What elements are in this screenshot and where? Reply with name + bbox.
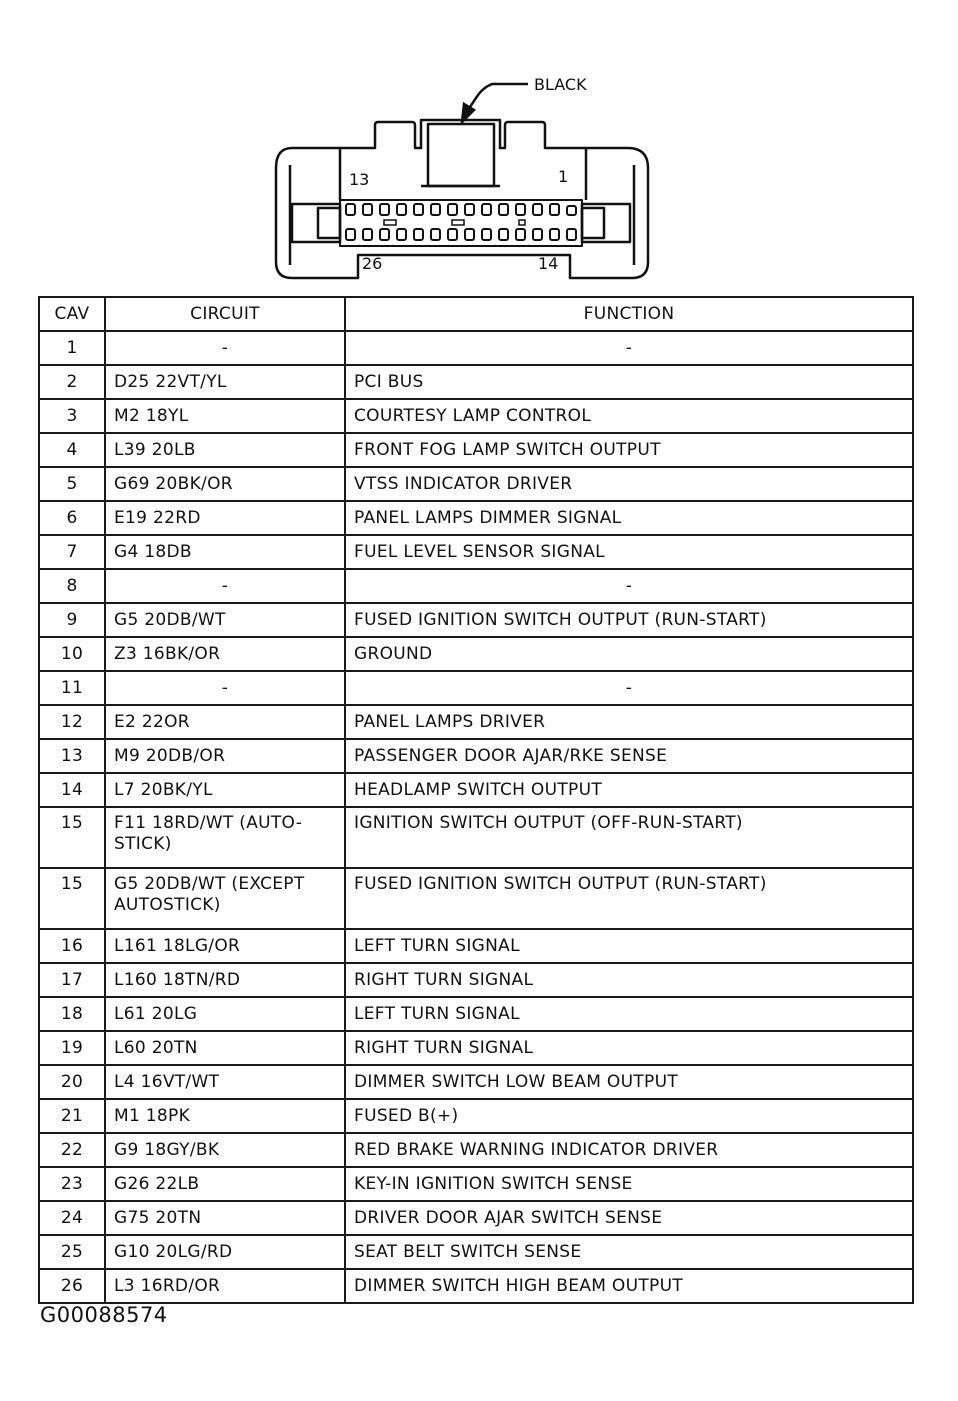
table-row	[39, 399, 913, 433]
table-row	[39, 1031, 913, 1065]
function-cell: -	[345, 569, 913, 603]
table-row	[39, 637, 913, 671]
function-cell: FUSED IGNITION SWITCH OUTPUT (RUN-START)	[345, 868, 913, 929]
circuit-cell: Z3 16BK/OR	[105, 637, 345, 671]
function-cell: DIMMER SWITCH HIGH BEAM OUTPUT	[345, 1269, 913, 1303]
cav-cell: 4	[39, 433, 105, 467]
right-key	[582, 204, 630, 242]
function-cell: RIGHT TURN SIGNAL	[345, 963, 913, 997]
cav-cell: 19	[39, 1031, 105, 1065]
cav-cell: 8	[39, 569, 105, 603]
circuit-cell: G26 22LB	[105, 1167, 345, 1201]
circuit-cell: D25 22VT/YL	[105, 365, 345, 399]
left-key	[292, 204, 340, 242]
terminal-block	[340, 200, 582, 246]
function-cell: LEFT TURN SIGNAL	[345, 929, 913, 963]
circuit-cell: M1 18PK	[105, 1099, 345, 1133]
function-cell: GROUND	[345, 637, 913, 671]
table-row	[39, 365, 913, 399]
cavity-label-1: 1	[558, 167, 569, 186]
table-row	[39, 1133, 913, 1167]
circuit-cell: L7 20BK/YL	[105, 773, 345, 807]
function-cell: FUSED IGNITION SWITCH OUTPUT (RUN-START)	[345, 603, 913, 637]
circuit-cell: L4 16VT/WT	[105, 1065, 345, 1099]
circuit-cell: L39 20LB	[105, 433, 345, 467]
cavity-label-14: 14	[538, 254, 559, 273]
circuit-cell: -	[105, 671, 345, 705]
cav-cell: 13	[39, 739, 105, 773]
cavity-label-13: 13	[349, 170, 370, 189]
circuit-cell: L160 18TN/RD	[105, 963, 345, 997]
table-row	[39, 705, 913, 739]
header-circuit: CIRCUIT	[105, 297, 345, 331]
cav-cell: 25	[39, 1235, 105, 1269]
cav-cell: 14	[39, 773, 105, 807]
circuit-cell: G69 20BK/OR	[105, 467, 345, 501]
table-row	[39, 963, 913, 997]
connector-latch	[428, 124, 494, 186]
function-cell: PANEL LAMPS DRIVER	[345, 705, 913, 739]
table-row	[39, 868, 913, 929]
cav-cell: 1	[39, 331, 105, 365]
function-cell: DRIVER DOOR AJAR SWITCH SENSE	[345, 1201, 913, 1235]
table-row	[39, 1201, 913, 1235]
table-row	[39, 433, 913, 467]
circuit-cell: E2 22OR	[105, 705, 345, 739]
cav-cell: 3	[39, 399, 105, 433]
circuit-cell: F11 18RD/WT (AUTO-STICK)	[105, 807, 345, 868]
black-label-arrow	[462, 84, 528, 122]
circuit-cell: G10 20LG/RD	[105, 1235, 345, 1269]
table-row	[39, 997, 913, 1031]
function-cell: -	[345, 331, 913, 365]
function-cell: DIMMER SWITCH LOW BEAM OUTPUT	[345, 1065, 913, 1099]
circuit-cell: M2 18YL	[105, 399, 345, 433]
cav-cell: 22	[39, 1133, 105, 1167]
circuit-cell: L60 20TN	[105, 1031, 345, 1065]
header-function: FUNCTION	[345, 297, 913, 331]
table-row	[39, 773, 913, 807]
circuit-cell: M9 20DB/OR	[105, 739, 345, 773]
circuit-cell: G5 20DB/WT (EXCEPT AUTOSTICK)	[105, 868, 345, 929]
cav-cell: 15	[39, 868, 105, 929]
table-row	[39, 671, 913, 705]
table-row	[39, 1235, 913, 1269]
figure-id: G00088574	[40, 1303, 168, 1327]
cav-cell: 7	[39, 535, 105, 569]
circuit-cell: G4 18DB	[105, 535, 345, 569]
cav-cell: 5	[39, 467, 105, 501]
cav-cell: 2	[39, 365, 105, 399]
function-cell: RIGHT TURN SIGNAL	[345, 1031, 913, 1065]
function-cell: FUEL LEVEL SENSOR SIGNAL	[345, 535, 913, 569]
function-cell: FRONT FOG LAMP SWITCH OUTPUT	[345, 433, 913, 467]
pinout-table	[38, 296, 914, 1304]
circuit-cell: L3 16RD/OR	[105, 1269, 345, 1303]
function-cell: KEY-IN IGNITION SWITCH SENSE	[345, 1167, 913, 1201]
header-cav: CAV	[39, 297, 105, 331]
connector-diagram	[0, 0, 958, 295]
function-cell: PANEL LAMPS DIMMER SIGNAL	[345, 501, 913, 535]
pin-row-bottom	[346, 229, 576, 240]
cav-cell: 6	[39, 501, 105, 535]
circuit-cell: E19 22RD	[105, 501, 345, 535]
table-row	[39, 1167, 913, 1201]
table-row	[39, 331, 913, 365]
cav-cell: 11	[39, 671, 105, 705]
cav-cell: 18	[39, 997, 105, 1031]
function-cell: SEAT BELT SWITCH SENSE	[345, 1235, 913, 1269]
cav-cell: 21	[39, 1099, 105, 1133]
function-cell: PCI BUS	[345, 365, 913, 399]
table-row	[39, 807, 913, 868]
table-row	[39, 535, 913, 569]
table-row	[39, 467, 913, 501]
cav-cell: 20	[39, 1065, 105, 1099]
table-row	[39, 1065, 913, 1099]
table-body	[39, 331, 913, 1303]
cavity-label-26: 26	[362, 254, 383, 273]
circuit-cell: -	[105, 569, 345, 603]
function-cell: RED BRAKE WARNING INDICATOR DRIVER	[345, 1133, 913, 1167]
function-cell: FUSED B(+)	[345, 1099, 913, 1133]
cav-cell: 17	[39, 963, 105, 997]
function-cell: VTSS INDICATOR DRIVER	[345, 467, 913, 501]
circuit-cell: L61 20LG	[105, 997, 345, 1031]
table-row	[39, 1269, 913, 1303]
connector-color-label: BLACK	[534, 75, 587, 94]
cav-cell: 15	[39, 807, 105, 868]
cav-cell: 16	[39, 929, 105, 963]
pin-row-top	[346, 204, 576, 215]
circuit-cell: G75 20TN	[105, 1201, 345, 1235]
table-header-row	[39, 297, 913, 331]
circuit-cell: L161 18LG/OR	[105, 929, 345, 963]
circuit-cell: -	[105, 331, 345, 365]
function-cell: HEADLAMP SWITCH OUTPUT	[345, 773, 913, 807]
function-cell: PASSENGER DOOR AJAR/RKE SENSE	[345, 739, 913, 773]
function-cell: IGNITION SWITCH OUTPUT (OFF-RUN-START)	[345, 807, 913, 868]
cav-cell: 12	[39, 705, 105, 739]
cav-cell: 23	[39, 1167, 105, 1201]
cav-cell: 9	[39, 603, 105, 637]
cav-cell: 24	[39, 1201, 105, 1235]
circuit-cell: G9 18GY/BK	[105, 1133, 345, 1167]
table-row	[39, 569, 913, 603]
table-row	[39, 929, 913, 963]
table-row	[39, 1099, 913, 1133]
table-row	[39, 501, 913, 535]
function-cell: COURTESY LAMP CONTROL	[345, 399, 913, 433]
function-cell: LEFT TURN SIGNAL	[345, 997, 913, 1031]
cav-cell: 26	[39, 1269, 105, 1303]
table-row	[39, 603, 913, 637]
cav-cell: 10	[39, 637, 105, 671]
circuit-cell: G5 20DB/WT	[105, 603, 345, 637]
table-row	[39, 739, 913, 773]
function-cell: -	[345, 671, 913, 705]
